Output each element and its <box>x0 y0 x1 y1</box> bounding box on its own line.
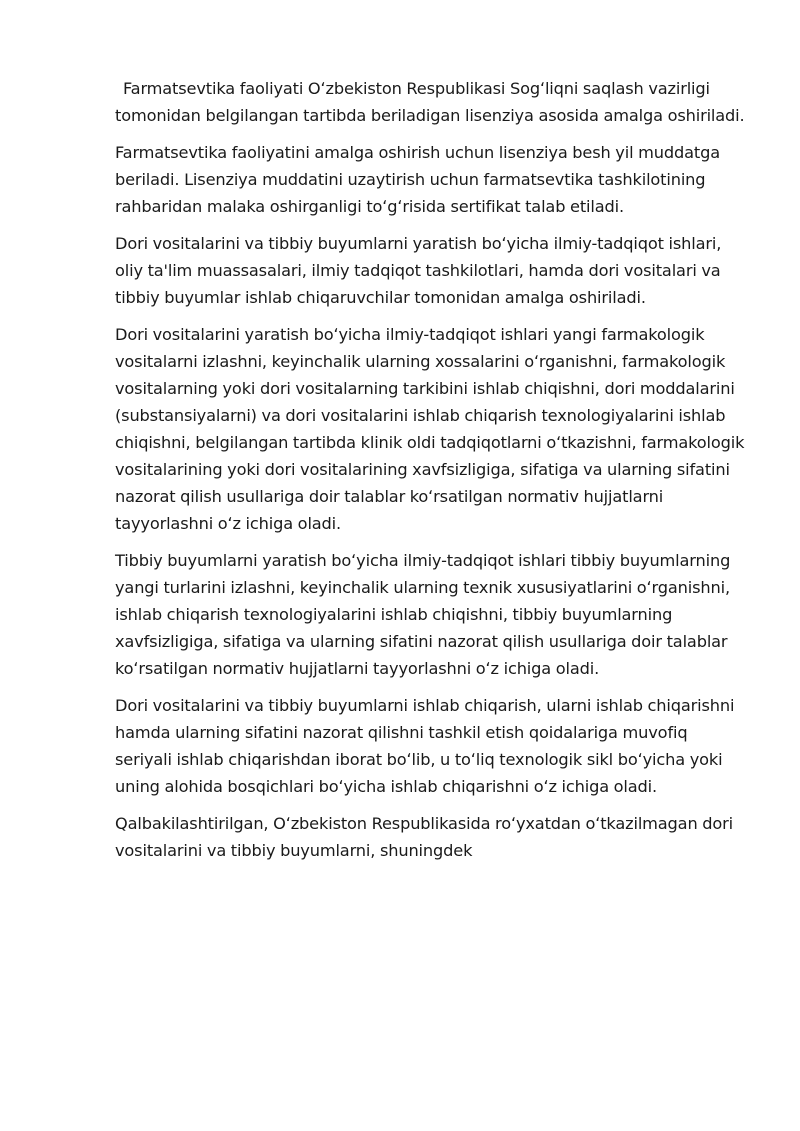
paragraph-licensing: Farmatsevtika faoliyati Oʻzbekiston Respublikasi Sogʻliqni saqlash vazirligi tomonidan belgilangan tartibda beriladigan lisenziya asosida amalga oshiriladi. <box>115 79 745 125</box>
paragraph-drug-research: Dori vositalarini yaratish boʻyicha ilmiy-tadqiqot ishlari yangi farmakologik vositalarni izlashni, keyinchalik ularning xossalarini oʻrganishni, farmakologik vositalarning yoki dori vositalarning tarkibini ishlab chiqishni, dori moddalarini (substansiyalarni) va dori vositalarini ishlab chiqarish texnologiyalarini ishlab chiqishni, belgilangan tartibda klinik oldi tadqiqotlarni oʻtkazishni, farmakologik vositalarining yoki dori vositalarining xavfsizligiga, sifatiga va ularning sifatini nazorat qilish usullariga doir talablar koʻrsatilgan normativ hujjatlarni tayyorlashni oʻz ichiga oladi. <box>115 325 745 533</box>
paragraph-research-performers: Dori vositalarini va tibbiy buyumlarni yaratish boʻyicha ilmiy-tadqiqot ishlari, oliy ta'lim muassasalari, ilmiy tadqiqot tashkilotlari, hamda dori vositalari va tibbiy buyumlar ishlab chiqaruvchilar tomonidan amalga oshiriladi. <box>115 234 722 307</box>
paragraph-production: Dori vositalarini va tibbiy buyumlarni ishlab chiqarish, ularni ishlab chiqarishni hamda ularning sifatini nazorat qilishni tashkil etish qoidalariga muvofiq seriyali ishlab chiqarishdan iborat boʻlib, u toʻliq texnologik sikl boʻyicha yoki uning alohida bosqichlari boʻyicha ishlab chiqarishni oʻz ichiga oladi. <box>115 696 735 796</box>
paragraph-device-research: Tibbiy buyumlarni yaratish boʻyicha ilmiy-tadqiqot ishlari tibbiy buyumlarning yangi turlarini izlashni, keyinchalik ularning texnik xususiyatlarini oʻrganishni, ishlab chiqarish texnologiyalarini ishlab chiqishni, tibbiy buyumlarning xavfsizligiga, sifatiga va ularning sifatini nazorat qilish usullariga doir talablar koʻrsatilgan normativ hujjatlarni tayyorlashni oʻz ichiga oladi. <box>115 551 731 678</box>
paragraph-license-term: Farmatsevtika faoliyatini amalga oshirish uchun lisenziya besh yil muddatga beriladi. Lisenziya muddatini uzaytirish uchun farmatsevtika tashkilotining rahbaridan malaka oshirganligi toʻgʻrisida sertifikat talab etiladi. <box>115 143 720 216</box>
paragraph-counterfeit: Qalbakilashtirilgan, Oʻzbekiston Respublikasida roʻyxatdan oʻtkazilmagan dori vositalarini va tibbiy buyumlarni, shuningdek <box>115 814 733 860</box>
